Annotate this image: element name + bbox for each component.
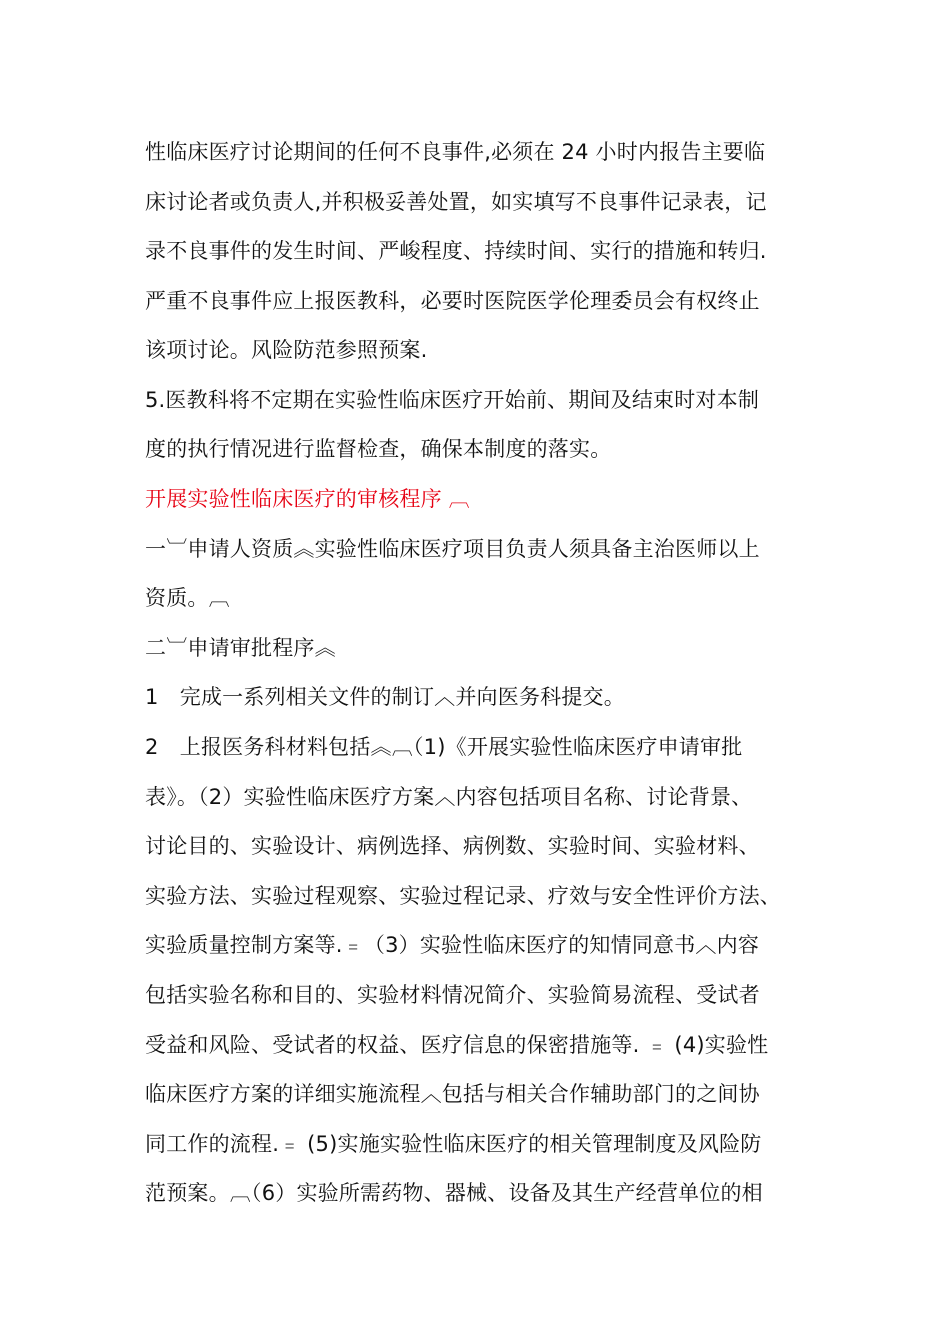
section-heading: 开展实验性临床医疗的审核程序 ︹ [145,487,470,511]
body-line-18: 包括实验名称和目的、实验材料情况简介、实验简易流程、受试者 [145,983,760,1007]
body-line-7: 度的执行情况进行监督检查，确保本制度的落实。 [145,437,612,461]
body-line-3: 录不良事件的发生时间、严峻程度、持续时间、实行的措施和转归. [145,239,767,263]
body-line-16: 实验方法、实验过程观察、实验过程记录、疗效与安全性评价方法、 [145,884,781,908]
body-line-22: 范预案。︹（6）实验所需药物、器械、设备及其生产经营单位的相 [145,1181,763,1205]
body-line-21: 同工作的流程.﹦ (5)实施实验性临床医疗的相关管理制度及风险防 [145,1132,762,1156]
body-line-10: 资质。︹ [145,586,230,610]
body-line-11: 二︺申请审批程序︽ [145,636,336,660]
body-line-5: 该项讨论。风险防范参照预案. [145,338,428,362]
body-line-13: 2 上报医务科材料包括︽︹（1)《开展实验性临床医疗申请审批 [145,735,743,759]
body-line-20: 临床医疗方案的详细实施流程︿包括与相关合作辅助部门的之间协 [145,1082,760,1106]
body-line-17: 实验质量控制方案等.﹦（3）实验性临床医疗的知情同意书︿内容 [145,933,760,957]
body-line-19: 受益和风险、受试者的权益、医疗信息的保密措施等. ﹦ (4)实验性 [145,1033,769,1057]
body-line-12: 1 完成一系列相关文件的制订︿并向医务科提交。 [145,685,625,709]
body-line-14: 表》。（2）实验性临床医疗方案︿内容包括项目名称、讨论背景、 [145,785,753,809]
body-line-6: 5.医教科将不定期在实验性临床医疗开始前、期间及结束时对本制 [145,388,760,412]
body-line-2: 床讨论者或负责人,并积极妥善处置，如实填写不良事件记录表，记 [145,190,767,214]
body-line-4: 严重不良事件应上报医教科，必要时医院医学伦理委员会有权终止 [145,289,760,313]
body-line-15: 讨论目的、实验设计、病例选择、病例数、实验时间、实验材料、 [145,834,760,858]
body-line-1: 性临床医疗讨论期间的任何不良事件,必须在 24 小时内报告主要临 [145,140,766,164]
body-line-9: 一︺申请人资质︽实验性临床医疗项目负责人须具备主治医师以上 [145,537,760,561]
